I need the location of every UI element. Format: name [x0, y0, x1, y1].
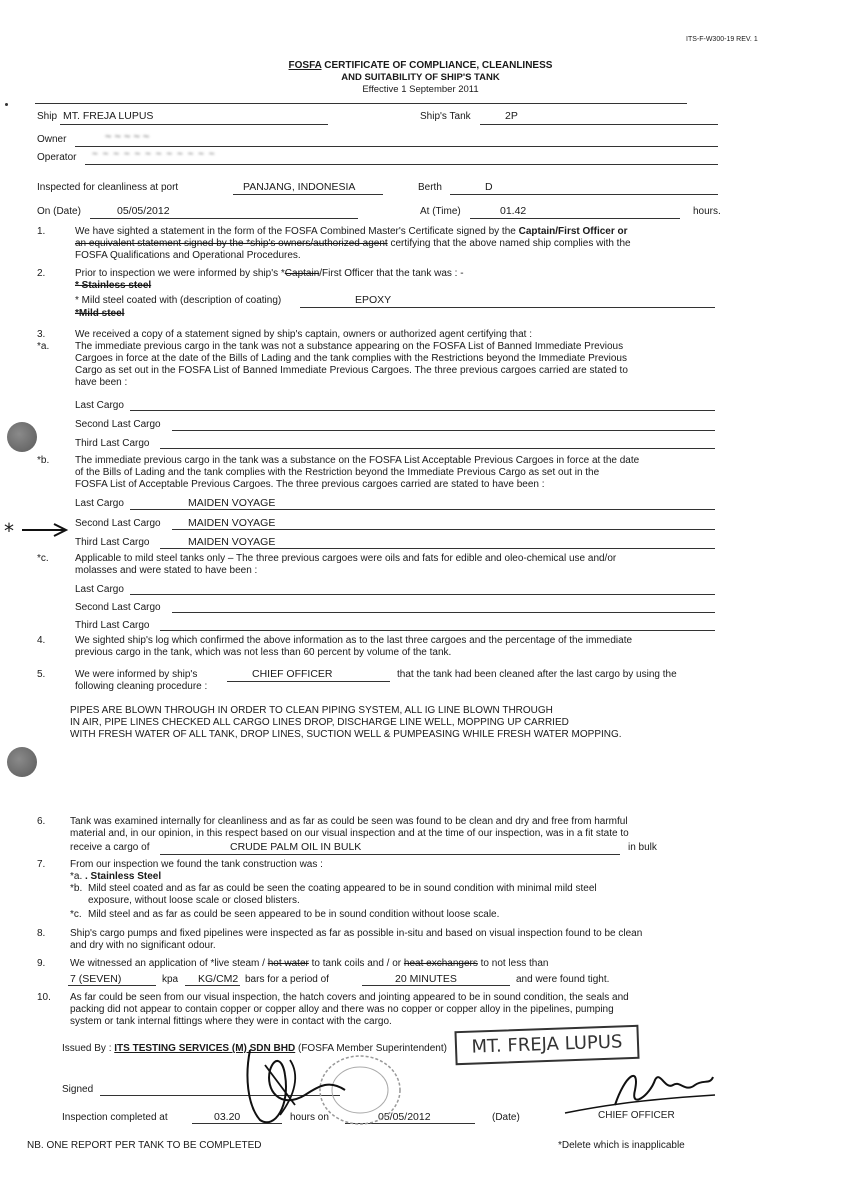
item-4-line-1: We sighted ship's log which confirmed the above information as to the last three cargoes and the percentage of the immediate: [75, 635, 633, 646]
hours-label: hours.: [693, 206, 721, 217]
item-2-coating-value: EPOXY: [355, 294, 392, 306]
item-2-option-mild: *Mild steel: [75, 308, 125, 319]
item-3c-third-line: [160, 630, 715, 631]
item-1-text-b: certifying that the above named ship complies with the: [387, 238, 631, 249]
item-9-kpa-value: 7 (SEVEN): [70, 973, 122, 985]
item-3b-line-2: of the Bills of Lading and the tank complies with the Restriction beyond the Immediate Previous Cargo as set out in the: [75, 467, 600, 478]
title-fosfa: FOSFA: [288, 60, 322, 71]
berth-label: Berth: [418, 182, 442, 193]
item-5-officer-value: CHIEF OFFICER: [252, 668, 333, 680]
item-10-line-2: packing did not appear to contain copper or copper alloy and there was no copper or copper alloy in the pipelines, pumping: [70, 1004, 614, 1015]
item-9-tight: and were found tight.: [516, 974, 610, 985]
operator-redacted: ~ ~ ~ ~ ~ ~ ~ ~ ~ ~ ~ ~: [92, 149, 216, 160]
item-7c-text: Mild steel and as far as could be seen appeared to be in sound condition without loose scale.: [88, 909, 500, 920]
port-line: [233, 194, 383, 195]
issued-by-rest: (FOSFA Member Superintendent): [297, 1043, 447, 1054]
item-1-strike: an equivalent statement signed by the *ship's owners/authorized agent: [75, 238, 388, 249]
item-2-text-a: Prior to inspection we were informed by ship's *: [75, 268, 285, 279]
ship-line: [60, 124, 328, 125]
date-line: [90, 218, 358, 219]
item-5-officer-line: [227, 681, 390, 682]
item-4-number: 4.: [37, 635, 46, 646]
item-3b-third-cargo-value: MAIDEN VOYAGE: [188, 536, 276, 548]
chief-officer-stamp: CHIEF OFFICER: [598, 1110, 675, 1121]
item-6-number: 6.: [37, 816, 46, 827]
item-3c-last-line: [130, 594, 715, 595]
item-3a-line-1: The immediate previous cargo in the tank was not a substance appearing on the FOSFA List of Banned Immediate Previous: [75, 341, 624, 352]
item-3c-mark: *c.: [37, 553, 49, 564]
port-label: Inspected for cleanliness at port: [37, 182, 179, 193]
item-3c-second-cargo-label: Second Last Cargo: [75, 602, 161, 613]
item-9-text-c: to not less than: [477, 958, 549, 969]
berth-value: D: [485, 181, 493, 193]
item-3a-second-line: [172, 430, 715, 431]
punch-hole-top: [7, 422, 37, 452]
operator-label: Operator: [37, 152, 77, 163]
item-3a-third-cargo-label: Third Last Cargo: [75, 438, 150, 449]
item-2-number: 2.: [37, 268, 46, 279]
item-9-strike-1: hot water: [267, 958, 309, 969]
time-label: At (Time): [420, 206, 461, 217]
item-9-unit-value: KG/CM2: [198, 973, 239, 985]
item-3a-line-4: have been :: [75, 377, 128, 388]
item-7b-line-1: Mild steel coated and as far as could be seen the coating appeared to be in sound condition with minimal mild steel: [88, 883, 597, 894]
item-3b-third-cargo-label: Third Last Cargo: [75, 537, 150, 548]
time-value: 01.42: [500, 205, 527, 217]
title-line-1-rest: CERTIFICATE OF COMPLIANCE, CLEANLINESS: [321, 60, 553, 71]
item-9-text-b: to tank coils and / or: [308, 958, 404, 969]
item-2-option-coated: * Mild steel coated with (description of coating): [75, 295, 282, 306]
issued-by-value: ITS TESTING SERVICES (M) SDN BHD: [114, 1043, 296, 1054]
item-2-line-1: [75, 268, 464, 279]
owner-line: [75, 146, 718, 147]
officer-signature-icon: [555, 1055, 725, 1120]
item-3b-second-cargo-label: Second Last Cargo: [75, 518, 161, 529]
item-6-bulk: in bulk: [628, 842, 657, 853]
completed-date: 05/05/2012: [378, 1111, 431, 1123]
item-1-line-2: [75, 238, 631, 249]
ship-stamp-text: MT. FREJA LUPUS: [471, 1031, 623, 1058]
item-6-line-2: material and, in our opinion, in this respect based on our visual inspection and at the time of our inspection, was in a fit state to: [70, 828, 629, 839]
item-1-text-a: We have sighted a statement in the form of the FOSFA Combined Master's Certificate signed by the: [75, 226, 519, 237]
item-7-intro: From our inspection we found the tank construction was :: [70, 859, 323, 870]
item-3b-last-cargo-value: MAIDEN VOYAGE: [188, 497, 276, 509]
item-1-bold: Captain/First Officer or: [518, 226, 628, 237]
date-paren-label: (Date): [492, 1112, 520, 1123]
item-10-line-3: system or tank internal fittings where they were in contact with the cargo.: [70, 1016, 392, 1027]
item-7-number: 7.: [37, 859, 46, 870]
title-rule: [35, 103, 687, 104]
item-9-number: 9.: [37, 958, 46, 969]
item-3b-mark: *b.: [37, 455, 50, 466]
inspector-signature-icon: [235, 1035, 355, 1135]
margin-dot: [5, 103, 8, 106]
berth-line: [450, 194, 718, 195]
item-3b-last-line: [130, 509, 715, 510]
item-7a-mark: *a.: [70, 871, 83, 882]
date-label: On (Date): [37, 206, 81, 217]
item-2-text-b: /First Officer that the tank was : -: [319, 268, 464, 279]
item-3c-last-cargo-label: Last Cargo: [75, 584, 124, 595]
item-9-kpa-line: [68, 985, 156, 986]
item-3a-line-2: Cargoes in force at the date of the Bills of Lading and the tank complies with the Restrictions beyond the Immediate Previous: [75, 353, 627, 364]
item-3a-last-line: [130, 410, 715, 411]
item-9-kpa-label: kpa: [162, 974, 179, 985]
item-3b-third-line: [160, 548, 715, 549]
time-line: [470, 218, 680, 219]
item-7b-mark: *b.: [70, 883, 83, 894]
tank-label: Ship's Tank: [420, 111, 471, 122]
item-3b-line-3: FOSFA List of Acceptable Previous Cargoes. The three previous cargoes carried are stated to have been :: [75, 479, 545, 490]
item-3b-last-cargo-label: Last Cargo: [75, 498, 124, 509]
item-7c-mark: *c.: [70, 909, 82, 920]
hours-on-label: hours on: [290, 1112, 329, 1123]
item-6-line-1: Tank was examined internally for cleanliness and as far as could be seen was found to be clean and dry and free from harmful: [70, 816, 628, 827]
signed-label: Signed: [62, 1084, 94, 1095]
item-3-number: 3.: [37, 329, 46, 340]
item-3a-line-3: Cargo as set out in the FOSFA List of Banned Immediate Previous Cargoes. The three previous cargoes carried are stated to: [75, 365, 628, 376]
item-3b-second-line: [172, 529, 715, 530]
procedure-line-1: PIPES ARE BLOWN THROUGH IN ORDER TO CLEAN PIPING SYSTEM, ALL IG LINE BLOWN THROUGH: [70, 705, 553, 716]
item-5-text-a: We were informed by ship's: [75, 669, 198, 680]
item-3c-third-cargo-label: Third Last Cargo: [75, 620, 150, 631]
title-line-3: Effective 1 September 2011: [362, 84, 479, 95]
item-10-number: 10.: [37, 992, 51, 1003]
issued-by-label: Issued By :: [62, 1043, 112, 1054]
item-6-cargo-value: CRUDE PALM OIL IN BULK: [230, 841, 362, 853]
item-3a-second-cargo-label: Second Last Cargo: [75, 419, 161, 430]
nb-note: NB. ONE REPORT PER TANK TO BE COMPLETED: [27, 1140, 262, 1151]
item-5-text-c: following cleaning procedure :: [75, 681, 208, 692]
item-2-strike: Captain: [284, 268, 320, 279]
date-value: 05/05/2012: [117, 205, 170, 217]
arrow-right-icon: [20, 522, 70, 538]
doc-reference: ITS-F-W300-19 REV. 1: [686, 36, 758, 43]
owner-redacted: ~ ~ ~ ~ ~: [105, 131, 150, 143]
item-10-line-1: As far could be seen from our visual inspection, the hatch covers and jointing appeared to be in sound condition, the seals and: [70, 992, 629, 1003]
item-6-cargo-line: [160, 854, 620, 855]
delete-note: *Delete which is inapplicable: [558, 1140, 685, 1151]
item-6-line-3: receive a cargo of: [70, 842, 150, 853]
item-3a-last-cargo-label: Last Cargo: [75, 400, 124, 411]
item-8-line-1: Ship's cargo pumps and fixed pipelines were inspected as far as possible in-situ and based on visual inspection found to be clean: [70, 928, 643, 939]
title-line-1: [0, 60, 841, 71]
item-3b-line-1: The immediate previous cargo in the tank was a substance on the FOSFA List Acceptable Previous Cargoes in force at the date: [75, 455, 640, 466]
completed-label: Inspection completed at: [62, 1112, 168, 1123]
item-3-intro: We received a copy of a statement signed by ship's captain, owners or authorized agent certifying that :: [75, 329, 532, 340]
item-8-number: 8.: [37, 928, 46, 939]
item-2-option-stainless: * Stainless steel: [75, 280, 152, 291]
item-9-strike-2: heat exchangers: [403, 958, 478, 969]
title-line-2: AND SUITABILITY OF SHIP'S TANK: [341, 72, 500, 83]
item-9-line-1: [70, 958, 548, 969]
item-8-line-2: and dry with no significant odour.: [70, 940, 216, 951]
item-9-period-line: [362, 985, 510, 986]
item-9-unit-line: [185, 985, 240, 986]
coating-line: [300, 307, 715, 308]
item-1-number: 1.: [37, 226, 46, 237]
item-4-line-2: previous cargo in the tank, which was not less than 60 percent by volume of the tank.: [75, 647, 452, 658]
port-value: PANJANG, INDONESIA: [243, 181, 356, 193]
item-3c-line-2: molasses and were stated to have been :: [75, 565, 258, 576]
ship-label: Ship: [37, 111, 58, 122]
tank-value: 2P: [505, 110, 518, 122]
item-5-text-b: that the tank had been cleaned after the last cargo by using the: [397, 669, 677, 680]
item-3a-mark: *a.: [37, 341, 50, 352]
item-5-number: 5.: [37, 669, 46, 680]
item-9-period-value: 20 MINUTES: [395, 973, 457, 985]
item-3c-second-line: [172, 612, 715, 613]
tank-line: [480, 124, 718, 125]
punch-hole-bottom: [7, 747, 37, 777]
item-1-line-3: FOSFA Qualifications and Operational Procedures.: [75, 250, 301, 261]
operator-line: [85, 164, 718, 165]
procedure-line-3: WITH FRESH WATER OF ALL TANK, DROP LINES, SUCTION WELL & PUMPEASING WHILE FRESH WATER MOPPING.: [70, 729, 622, 740]
procedure-line-2: IN AIR, PIPE LINES CHECKED ALL CARGO LINES DROP, DISCHARGE LINE WELL, MOPPING UP CARRIED: [70, 717, 569, 728]
item-9-text-a: We witnessed an application of *live steam /: [70, 958, 268, 969]
item-3c-line-1: Applicable to mild steel tanks only – The three previous cargoes were oils and fats for edible and oleo-chemical use and/or: [75, 553, 617, 564]
item-3b-second-cargo-value: MAIDEN VOYAGE: [188, 517, 276, 529]
asterisk-mark: *: [4, 519, 14, 543]
ship-value: MT. FREJA LUPUS: [63, 110, 154, 122]
completed-time: 03.20: [214, 1111, 241, 1123]
owner-label: Owner: [37, 134, 67, 145]
item-7b-line-2: exposure, without loose scale or closed blisters.: [88, 895, 300, 906]
item-3a-third-line: [160, 448, 715, 449]
item-1-line-1: [75, 226, 628, 237]
item-7a-text: . Stainless Steel: [85, 871, 162, 882]
item-9-bars-label: bars for a period of: [245, 974, 329, 985]
